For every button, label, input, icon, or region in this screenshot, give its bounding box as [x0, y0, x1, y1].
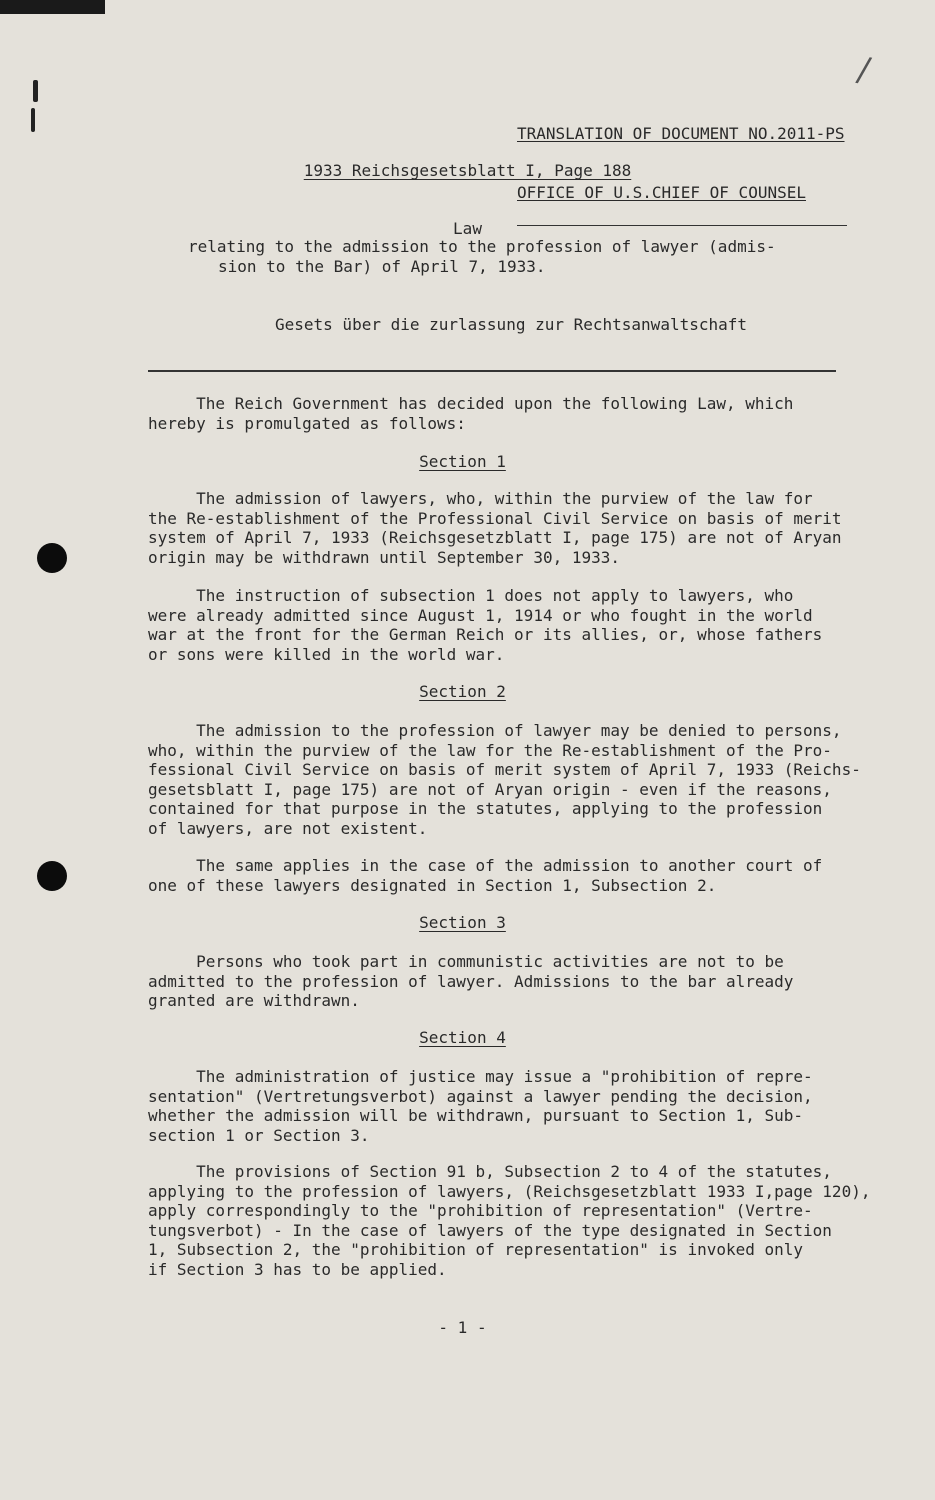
law-title-line-1: Law — [453, 219, 482, 238]
section-2-paragraph-1: The admission to the profession of lawyer may be denied to persons, who, within the purview of the law for the Re-establishment of the Pro- fessional Civil Service on basis of merit system of April 7, 1933 (Reichs- gesetsblatt I, page 175) are not of Aryan origin - even if the reasons, contained for that purpose in the statutes, applying to the profession of lawyers, are not existent. — [148, 721, 861, 838]
staple-mark — [31, 108, 35, 132]
section-1-paragraph-1: The admission of lawyers, who, within the purview of the law for the Re-establishment of the Professional Civil Service on basis of merit system of April 7, 1933 (Reichsgesetzblatt I, page 175) are not of Aryan origin may be withdrawn until September 30, 1933. — [148, 489, 842, 567]
section-4-paragraph-1: The administration of justice may issue a "prohibition of repre- sentation" (Vertretungsverbot) against a lawyer pending the decision, whether the admission will be withdrawn, pursuant to Section 1, Sub- section 1 or Section 3. — [148, 1067, 813, 1145]
header-line-1: TRANSLATION OF DOCUMENT NO.2011-PS — [517, 124, 845, 143]
check-mark-icon: / — [853, 49, 874, 91]
section-3-paragraph-1: Persons who took part in communistic activities are not to be admitted to the profession of lawyer. Admissions to the bar already granted are withdrawn. — [148, 952, 794, 1010]
preamble: The Reich Government has decided upon the following Law, which hereby is promulgated as follows: — [148, 394, 794, 433]
corner-tab — [0, 0, 105, 14]
citation: 1933 Reichsgesetsblatt I, Page 188 — [303, 161, 632, 180]
german-title: Gesets über die zurlassung zur Rechtsanwaltschaft — [275, 315, 748, 334]
header-line-2: OFFICE OF U.S.CHIEF OF COUNSEL — [517, 182, 806, 202]
section-2-heading: Section 2 — [419, 682, 506, 701]
law-title-line-2: relating to the admission to the profession of lawyer (admis- — [188, 237, 776, 256]
staple-mark — [33, 80, 38, 102]
document-header — [517, 85, 847, 226]
punch-hole — [37, 861, 67, 891]
section-4-heading: Section 4 — [419, 1028, 506, 1047]
law-title-line-3: sion to the Bar) of April 7, 1933. — [218, 257, 546, 276]
section-1-paragraph-2: The instruction of subsection 1 does not apply to lawyers, who were already admitted since August 1, 1914 or who fought in the world war at the front for the German Reich or its allies, or, whose fathers or sons were killed in the world war. — [148, 586, 823, 664]
section-2-paragraph-2: The same applies in the case of the admission to another court of one of these lawyers designated in Section 1, Subsection 2. — [148, 856, 823, 895]
divider-rule — [148, 370, 836, 372]
punch-hole — [37, 543, 67, 573]
section-3-heading: Section 3 — [419, 913, 506, 932]
section-4-paragraph-2: The provisions of Section 91 b, Subsection 2 to 4 of the statutes, applying to the profession of lawyers, (Reichsgesetzblatt 1933 I,page 120), apply correspondingly to the "prohibition of representation" (Vertre- tungsverbot) - In the case of lawyers of the type designated in Section 1, Subsection 2, the "prohibition of representation" is invoked only if Section 3 has to be applied. — [148, 1162, 871, 1279]
page-number: - 1 - — [438, 1318, 487, 1337]
section-1-heading: Section 1 — [419, 452, 506, 471]
